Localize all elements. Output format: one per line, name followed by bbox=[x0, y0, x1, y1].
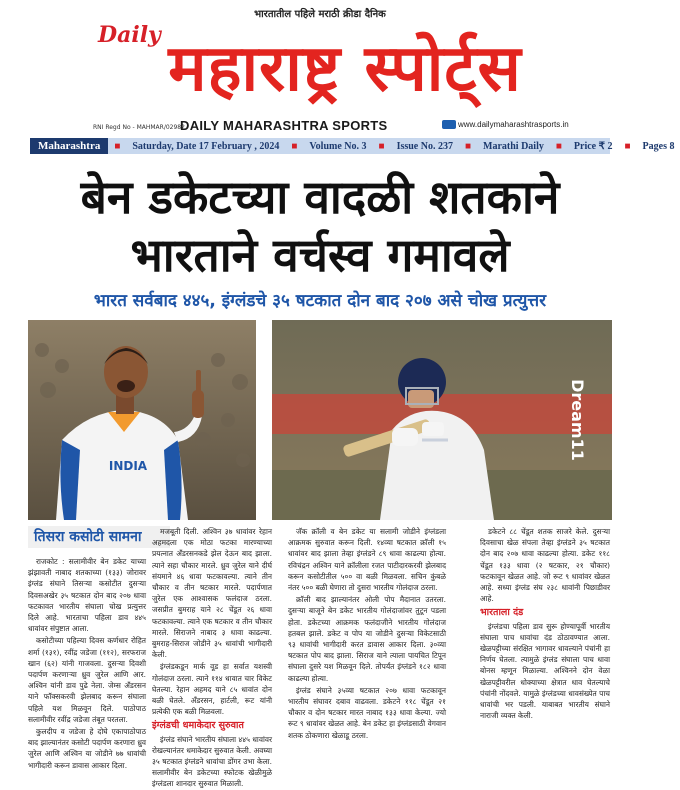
strip-separator-icon: ■ bbox=[624, 140, 631, 152]
english-title: DAILY MAHARASHTRA SPORTS bbox=[180, 118, 388, 133]
strip-separator-icon: ■ bbox=[114, 140, 121, 152]
column-paragraph: इंग्लंडचा पहिला डाव सुरू होण्यापूर्वी भारतीय संघाला पाच धावांचा दंड ठोठावण्यात आला. खेळपट्टीच्या संरक्षित भागावर धावल्याने पंचांनी हा निर्णय घेतला. त्यामुळे इंग्लंड संघाला पाच धावा बोनस म्हणून मिळाल्या. अश्विनने दोन वेळा खेळपट्टीवरील धोक्याच्या क्षेत्रात धाव घेतल्याचे पंचांनी नोंदवले. यामुळे इंग्लंडच्या धावसंख्येत पाच धावांची भर पडली. याबाबत भारतीय संघाने नाराजी व्यक्त केली. bbox=[480, 621, 610, 721]
column-paragraph: क्रॉली बाद झाल्यानंतर ओली पोप मैदानात उतरला. दुसऱ्या बाजूने बेन डकेट भारतीय गोलंदाजांवर तुटून पडला होता. डकेटच्या आक्रमक फलंदाजीने भारतीय गोलंदाज हतबल झाले. डकेट व पोप या जोडीने दुसऱ्या विकेटसाठी ९३ धावांची भागीदारी करत डावास आकार दिला. ३०व्या षटकात पोप बाद झाला. सिराज याने त्याला पायचित टिपून संघाला दुसरे यश मिळवून दिले. तोपर्यंत इंग्लंडने १८२ धावा काढल्या होत्या. bbox=[288, 595, 446, 683]
issue-info-strip bbox=[30, 138, 675, 154]
column-paragraph: जॅक क्रॉली व बेन डकेट या सलामी जोडीने इंग्लंडला आक्रमक सुरुवात करून दिली. १४व्या षटकात क्रॉली १५ धावांवर बाद झाला तेव्हा इंग्लंडने ८९ धावा काढल्या होत्या. रविचंद्रन अश्विन याने क्रॉलीला रजत पाटीदारकरवी झेलबाद करून कसोटीतील ५०० वा बळी मिळवला. सचिन कुंबळे नंतर ५०० बळी घेणारा तो दुसरा भारतीय गोलंदाज ठरला. bbox=[288, 527, 446, 593]
article-section-head: तिसरा कसोटी सामना bbox=[28, 526, 170, 548]
jersey-text: INDIA bbox=[108, 459, 148, 473]
masthead-title: महाराष्ट्र स्पोर्ट्स bbox=[168, 32, 522, 106]
headline-line-2: भारताने वर्चस्व गमावले bbox=[130, 228, 510, 282]
article-column-3 bbox=[288, 526, 446, 772]
strip-separator-icon: ■ bbox=[555, 140, 562, 152]
rni-number: RNI Regd No - MAHMAR/02982 bbox=[93, 124, 185, 131]
column-paragraph: कसोटीच्या पहिल्या दिवस कर्णधार रोहित शर्मा (१३१), रवींद्र जडेजा (११२), सरफराज खान (६२) यांनी गाजवला. दुसऱ्या दिवशी पदार्पण करणाऱ्या ध्रुव जुरेल आणि आर. अश्विन यांनी डाव पुढे नेला. जेम्स अँडरसन याने फॉक्सकरवी झेलबाद करून संघाला पहिले यश मिळवून दिले. पाठोपाठ सलामीवीर रवींद्र जडेजा तंबूत परतला. bbox=[28, 636, 146, 724]
strip-separator-icon: ■ bbox=[291, 140, 298, 152]
column-paragraph: कुलदीप व जडेजा हे दोघे एकापाठोपाठ बाद झाल्यानंतर कसोटी पदार्पण करणारा ध्रुव जुरेल आणि अश्विन या जोडीने ७७ धावांची भागीदारी करून डावास आकार दिला. bbox=[28, 727, 146, 770]
paper-price: Price ₹ 2 bbox=[573, 140, 613, 152]
column-paragraph: राजकोट : सलामीवीर बेन डकेट याच्या झंझावती नाबाद शतकाच्या (१३३) जोरावर इंग्लंड संघाने तिसऱ्या कसोटीत दुसऱ्या दिवसअखेर ३५ षटकात दोन बाद २०७ धावा फटकावत भारतीय संघाला चोख प्रत्युत्तर दिले आहे. भारताचा पहिला डाव ४४५ धावांवर संपुष्टात आला. bbox=[28, 557, 146, 634]
strip-separator-icon: ■ bbox=[378, 140, 385, 152]
column-subhead: भारताला दंड bbox=[480, 607, 524, 619]
column-paragraph: मजबूती दिली. अश्विन ३७ धावांवर रेहान अहमदला एक मोठा फटका मारण्याच्या प्रयत्नात अँडरसनकडे झेल देऊन बाद झाला. त्याने सहा चौकार मारले. ध्रुव जुरेल याने दीर्घ संयमाने ४६ धावा फटकावल्या. त्याने तीन चौकार व तीन षटकार मारले. पदार्पणात जुरेल एक आश्वासक फलंदाज ठरला. जसप्रीत बुमराह याने २८ चेंडूत २६ धावा फटकावल्या. त्याने एक षटकार व तीन चौकार मारले. सिराजने नाबाद ३ धावा काढल्या. बुमराह-सिराज जोडीने ३५ धावांची भागीदारी केली. bbox=[152, 527, 272, 660]
volume-number: Volume No. 3 bbox=[309, 140, 367, 152]
photo-bowler bbox=[28, 320, 256, 520]
page-count: Pages 8 bbox=[642, 140, 675, 152]
masthead-tagline: भारतातील पहिले मराठी क्रीडा दैनिक bbox=[254, 9, 386, 20]
column-subhead: इंग्लंडची धमाकेदार सुरुवात bbox=[152, 720, 244, 732]
website[interactable] bbox=[442, 120, 569, 129]
region-label: Maharashtra bbox=[30, 138, 108, 154]
paper-type: Marathi Daily bbox=[483, 140, 544, 152]
column-paragraph: इंग्लंड संघाने भारतीय संघाला ४४५ धावांवर रोखल्यानंतर धमाकेदार सुरुवात केली. अवघ्या ३५ षटकात इंग्लंडने धावांचा डोंगर उभा केला. सलामीवीर बेन डकेटच्या स्फोटक खेळीमुळे इंग्लंडला शानदार सुरुवात मिळाली. bbox=[152, 734, 272, 789]
column-paragraph: इंग्लंडकडून मार्क वूड हा सर्वात यशस्वी गोलंदाज ठरला. त्याने ११४ धावात चार विकेट घेतल्या. रेहान अहमद याने ८५ धावांत दोन बळी घेतले. अँडरसन, हार्टली, रूट यांनी प्रत्येकी एक बळी मिळवला. bbox=[152, 662, 272, 717]
headline-line-1: बेन डकेटच्या वादळी शतकाने bbox=[80, 170, 560, 224]
issue-date: Saturday, Date 17 February , 2024 bbox=[132, 140, 280, 152]
masthead-daily-word: Daily bbox=[98, 22, 161, 48]
issue-number: Issue No. 237 bbox=[396, 140, 453, 152]
article-column-1 bbox=[28, 556, 146, 770]
globe-icon bbox=[442, 120, 456, 129]
column-paragraph: इंग्लंड संघाने ३५व्या षटकात २०७ धावा फटकावून भारतीय संघावर दबाव वाढवला. डकेटने ११८ चेंडूत २१ चौकार व दोन षटकार मारत नाबाद १३३ धावा केल्या. ज्यो रूट ९ धावांवर खेळत आहे. बेन डकेट हा इंग्लंडसाठी वेगवान शतक ठोकणारा खेळाडू ठरला. bbox=[288, 685, 446, 740]
sub-headline: भारत सर्वबाद ४४५, इंग्लंडचे ३५ षटकात दोन बाद २०७ असे चोख प्रत्युत्तर bbox=[93, 291, 547, 311]
column-paragraph: डकेटने ८८ चेंडूत शतक साजरे केले. दुसऱ्या दिवसाचा खेळ संपला तेव्हा इंग्लंडने ३५ षटकात दोन बाद २०७ धावा काढल्या होत्या. डकेट ११८ चेंडूत १३३ धावा (२ षटकार, २१ चौकार) फटकावून खेळत आहे. जो रूट ९ धावांवर खेळत आहे. सध्या इंग्लंड संघ २३८ धावांनी पिछाडीवर आहे. bbox=[480, 527, 610, 604]
article-column-4 bbox=[480, 526, 610, 772]
strip-separator-icon: ■ bbox=[464, 140, 472, 152]
website-url[interactable]: www.dailymaharashtrasports.in bbox=[458, 120, 569, 129]
batter-illustration bbox=[272, 320, 612, 520]
main-headline bbox=[20, 168, 620, 284]
photo-batter bbox=[272, 320, 612, 520]
article-column-2 bbox=[152, 526, 272, 789]
sponsor-text: Dream11 bbox=[568, 379, 587, 461]
bowler-illustration bbox=[28, 320, 256, 520]
